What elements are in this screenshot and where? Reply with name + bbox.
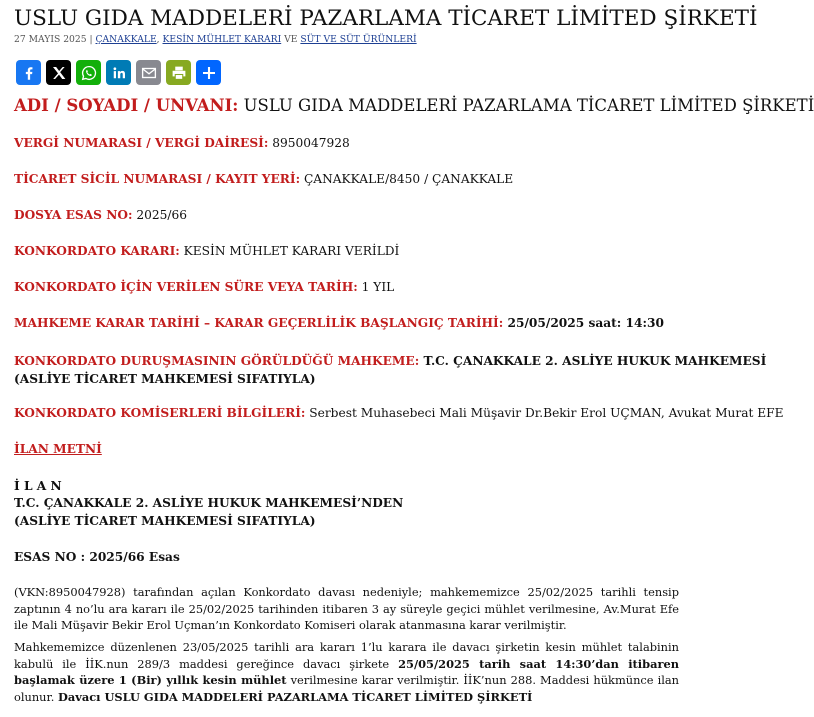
field-durusma [14,352,766,388]
whatsapp-share-button[interactable] [76,60,101,85]
p2-bold-d: Davacı USLU GIDA MADDELERİ PAZARLAMA TİCARET LİMİTED ŞİRKETİ [57,689,533,704]
field-value: 8950047928 [268,136,350,150]
page-title: USLU GIDA MADDELERİ PAZARLAMA TİCARET LİMİTED ŞİRKETİ [14,6,758,31]
whatsapp-icon [80,64,98,82]
field-vergi [14,136,350,150]
field-label: KONKORDATO KOMİSERLERİ BİLGİLERİ: [14,406,306,420]
field-value: 25/05/2025 saat: 14:30 [503,316,664,330]
field-value: ÇANAKKALE/8450 / ÇANAKKALE [300,172,514,186]
category-link-kesin-muhlet[interactable]: KESİN MÜHLET KARARI [162,34,282,45]
linkedin-icon [110,64,128,82]
field-adi [14,96,814,115]
field-value: T.C. ÇANAKKALE 2. ASLİYE HUKUK MAHKEMESİ [419,354,767,368]
field-value: Serbest Muhasebeci Mali Müşavir Dr.Bekir Erol UÇMAN, Avukat Murat EFE [305,406,784,420]
plus-icon [200,64,218,82]
field-komiser [14,406,784,420]
ilan-court-capacity: (ASLİYE TİCARET MAHKEMESİ SIFATIYLA) [14,514,316,528]
field-label: MAHKEME KARAR TARİHİ – KARAR GEÇERLİLİK BAŞLANGIÇ TARİHİ: [14,316,504,330]
field-value: USLU GIDA MADDELERİ PAZARLAMA TİCARET LİMİTED ŞİRKETİ [238,96,814,115]
field-sure [14,280,394,294]
p2-text-a: Mahkememizce düzenlenen 23/05/2025 tarihli ara kararı 1’lu karara ile davacı şirketin kesin mühlet talabinin kabulü ile İİK.nun 289/3 maddesi gereğince davacı şirkete [14,640,679,671]
field-label: ADI / SOYADI / UNVANI: [14,96,239,115]
category-link-canakkale[interactable]: ÇANAKKALE [95,34,157,45]
field-value: 2025/66 [132,208,187,222]
facebook-icon [20,64,38,82]
field-label: VERGİ NUMARASI / VERGİ DAİRESİ: [14,136,269,150]
print-button[interactable] [166,60,191,85]
p2-bold-b: 25/05/2025 tarih saat 14:30’dan itibaren başlamak üzere 1 (Bir) yıllık kesin mühlet [14,656,679,687]
meta-ve: VE [281,34,301,45]
field-label: DOSYA ESAS NO: [14,208,133,222]
field-dosya [14,208,187,222]
post-meta [14,34,417,45]
email-icon [140,64,158,82]
field-label: KONKORDATO KARARI: [14,244,180,258]
post-date: 27 MAYIS 2025 [14,34,87,45]
field-label: KONKORDATO İÇİN VERİLEN SÜRE VEYA TARİH: [14,280,358,294]
x-icon [50,64,68,82]
field-sicil [14,172,513,186]
x-share-button[interactable] [46,60,71,85]
p2-text-c: verilmesine karar verilmiştir. İİK’nun 288. Maddesi hükmünce ilan olunur. [14,673,680,704]
ilan-paragraph-1: (VKN:8950047928) tarafından açılan Konkordato davası nedeniyle; mahkememizce 25/02/2025 tarihli tensip zaptının 4 no’lu ara kararı ile 25/02/2025 tarihinden itibaren 3 ay süreyle geçici mühlet verilmesine, Av.Murat Efe ile Mali Müşavir Bekir Erol Uçman’ın Konkordato Komiseri olarak atanmasına karar verilmiştir. [14,585,679,632]
share-buttons [16,60,221,85]
field-label: TİCARET SİCİL NUMARASI / KAYIT YERİ: [14,172,301,186]
field-value-line2: (ASLİYE TİCARET MAHKEMESİ SIFATIYLA) [14,372,316,386]
linkedin-share-button[interactable] [106,60,131,85]
field-karar [14,244,399,258]
field-mahkeme-tarih [14,316,664,330]
email-share-button[interactable] [136,60,161,85]
meta-comma: , [156,34,163,45]
ilan-paragraph-2 [14,639,679,705]
field-value: 1 YIL [357,280,395,294]
field-value: KESİN MÜHLET KARARI VERİLDİ [179,244,400,258]
category-link-sut[interactable]: SÜT VE SÜT ÜRÜNLERİ [300,34,417,45]
printer-icon [170,64,188,82]
ilan-heading: İ L A N [14,479,62,493]
ilan-metni-link[interactable]: İLAN METNİ [14,442,102,456]
generic-share-button[interactable] [196,60,221,85]
ilan-metni-heading [14,442,102,456]
ilan-court-name: T.C. ÇANAKKALE 2. ASLİYE HUKUK MAHKEMESİ’NDEN [14,496,404,510]
field-label: KONKORDATO DURUŞMASININ GÖRÜLDÜĞÜ MAHKEME: [14,354,420,368]
facebook-share-button[interactable] [16,60,41,85]
ilan-esas-no: ESAS NO : 2025/66 Esas [14,550,180,564]
meta-separator: | [86,34,96,45]
